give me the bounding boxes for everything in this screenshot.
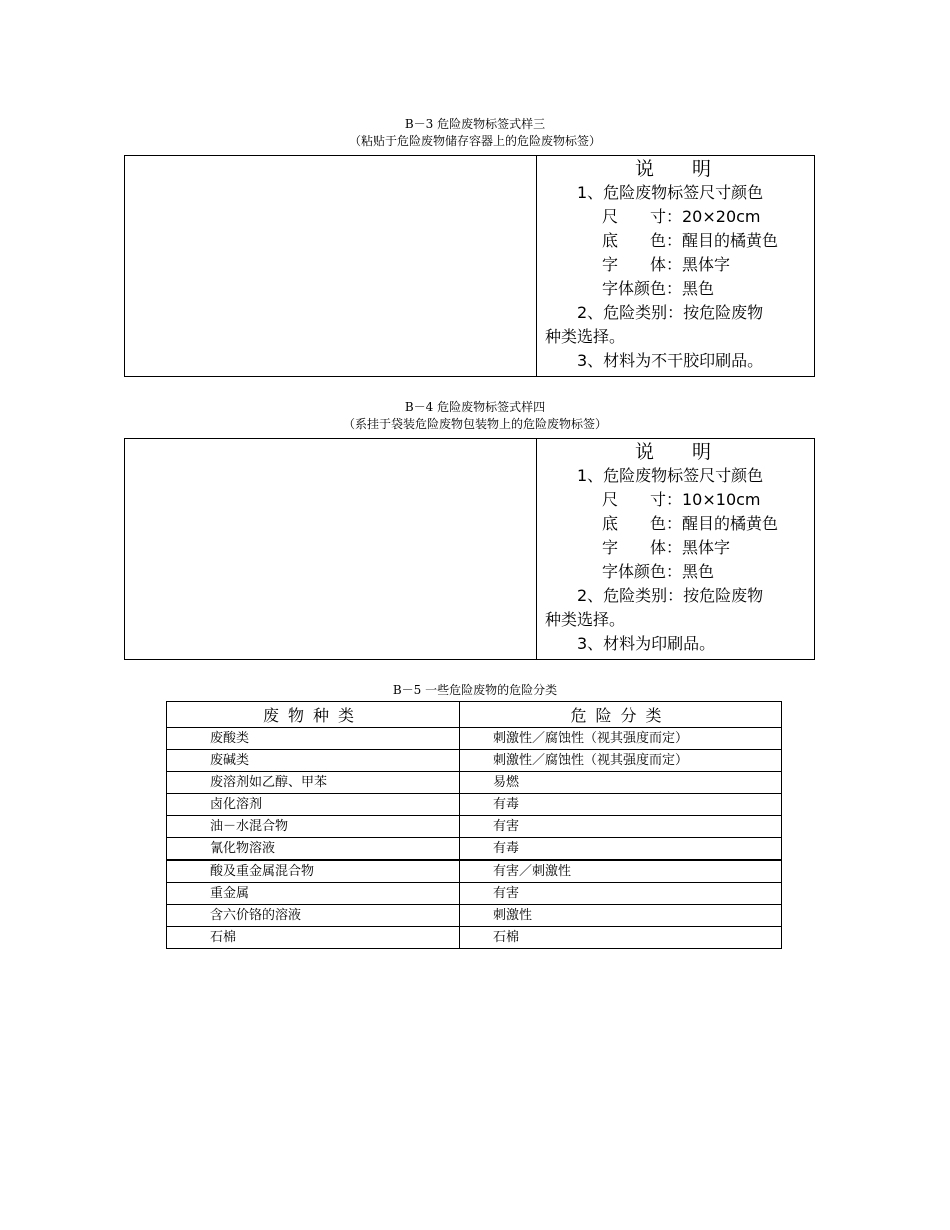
b4-note-line: 底 色：醒目的橘黄色: [602, 514, 779, 533]
hazard-classification-table: [166, 701, 782, 949]
b4-label-blank-area: [125, 439, 537, 659]
b4-note-line: 字体颜色：黑色: [602, 562, 715, 581]
b3-subcaption: （粘贴于危险废物储存容器上的危险废物标签）: [348, 134, 601, 148]
b4-note-line: 种类选择。: [545, 610, 626, 629]
hazard-class-cell: 有害: [460, 816, 782, 838]
hazard-class-cell: 易燃: [460, 772, 782, 794]
waste-type-cell: 废溶剂如乙醇、甲苯: [167, 772, 460, 794]
table-row: [167, 860, 782, 883]
table-row: [167, 927, 782, 949]
table-row: [167, 816, 782, 838]
b3-note-line: 字体颜色：黑色: [602, 279, 715, 298]
waste-type-cell: 酸及重金属混合物: [167, 860, 460, 883]
hazard-class-cell: 刺激性／腐蚀性（视其强度而定）: [460, 728, 782, 750]
b4-notes-title: 说 明: [635, 441, 712, 463]
b4-note-line: 字 体：黑体字: [602, 538, 731, 557]
waste-type-cell: 氰化物溶液: [167, 838, 460, 861]
waste-type-cell: 含六价铬的溶液: [167, 905, 460, 927]
hazard-class-cell: 石棉: [460, 927, 782, 949]
b4-note-line: 尺 寸：10×10cm: [602, 490, 761, 509]
hazard-class-cell: 有害／刺激性: [460, 860, 782, 883]
b4-caption: B－4 危险废物标签式样四: [404, 400, 546, 414]
b4-note-line: 2、危险类别：按危险废物: [577, 586, 764, 605]
hazard-class-cell: 有毒: [460, 794, 782, 816]
table-row: [167, 794, 782, 816]
b3-notes-title: 说 明: [635, 158, 712, 180]
b3-note-line: 底 色：醒目的橘黄色: [602, 231, 779, 250]
b4-note-line: 1、危险废物标签尺寸颜色: [577, 466, 764, 485]
b3-label-blank-area: [125, 156, 537, 376]
table-row: [167, 905, 782, 927]
b3-note-line: 3、材料为不干胶印刷品。: [577, 351, 764, 370]
table-row: [167, 883, 782, 905]
waste-type-cell: 卤化溶剂: [167, 794, 460, 816]
hazard-class-cell: 有毒: [460, 838, 782, 861]
waste-type-cell: 重金属: [167, 883, 460, 905]
waste-type-cell: 废酸类: [167, 728, 460, 750]
b5-caption: B－5 一些危险废物的危险分类: [392, 683, 558, 697]
waste-type-cell: 废碱类: [167, 750, 460, 772]
b3-note-line: 2、危险类别：按危险废物: [577, 303, 764, 322]
b3-caption: B－3 危险废物标签式样三: [404, 117, 546, 131]
table-row: [167, 772, 782, 794]
b4-subcaption: （系挂于袋装危险废物包装物上的危险废物标签）: [342, 417, 607, 431]
hazard-class-cell: 有害: [460, 883, 782, 905]
b4-label-table: [124, 438, 815, 660]
b4-notes: [537, 439, 814, 659]
table-row: [167, 838, 782, 861]
table-row: [167, 750, 782, 772]
waste-type-cell: 油－水混合物: [167, 816, 460, 838]
waste-type-cell: 石棉: [167, 927, 460, 949]
b3-notes: [537, 156, 814, 376]
b3-note-line: 种类选择。: [545, 327, 626, 346]
table-row: [167, 728, 782, 750]
header-waste-type: 废物种类: [167, 702, 460, 728]
b3-note-line: 1、危险废物标签尺寸颜色: [577, 183, 764, 202]
b3-label-table: [124, 155, 815, 377]
b3-note-line: 尺 寸：20×20cm: [602, 207, 761, 226]
hazard-class-cell: 刺激性／腐蚀性（视其强度而定）: [460, 750, 782, 772]
table-header-row: [167, 702, 782, 728]
header-hazard-class: 危险分类: [460, 702, 782, 728]
b4-note-line: 3、材料为印刷品。: [577, 634, 716, 653]
b3-note-line: 字 体：黑体字: [602, 255, 731, 274]
hazard-class-cell: 刺激性: [460, 905, 782, 927]
